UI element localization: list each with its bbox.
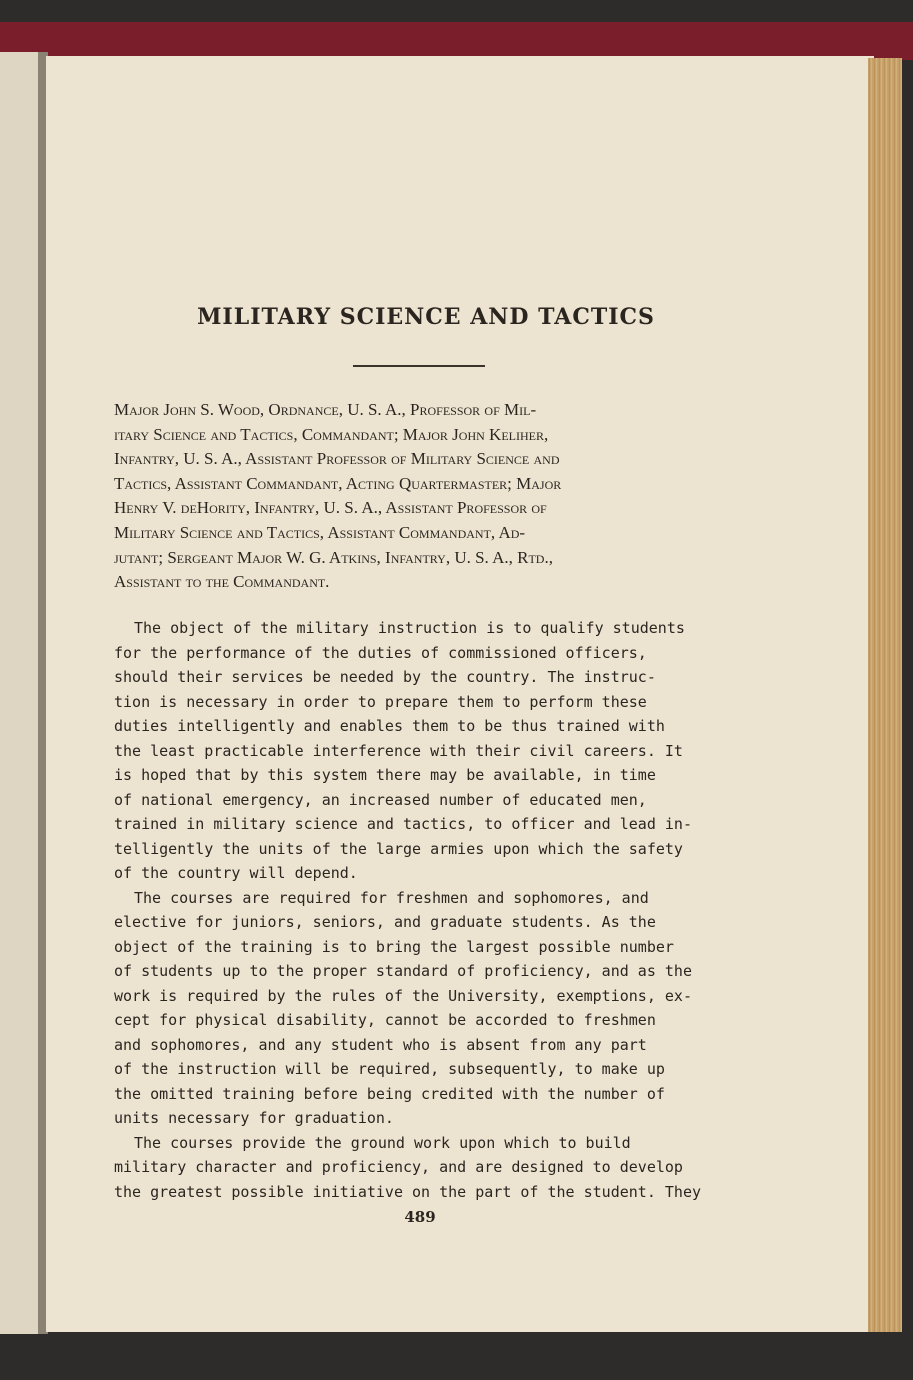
staff-line: itary Science and Tactics, Commandant; Major John Keliher, (114, 424, 549, 444)
body-line: The courses provide the ground work upon which to build (134, 1133, 631, 1152)
body-line: for the performance of the duties of commissioned officers, (114, 643, 647, 662)
body-line: the greatest possible initiative on the part of the student. They (114, 1182, 701, 1201)
title-rule (353, 365, 485, 367)
staff-listing (114, 398, 740, 595)
body-line: telligently the units of the large armies upon which the safety (114, 839, 683, 858)
staff-line: Henry V. deHority, Infantry, U. S. A., Assistant Professor of (114, 498, 547, 518)
staff-line: Major John S. Wood, Ordnance, U. S. A., Professor of Mil- (114, 400, 537, 419)
staff-line: Military Science and Tactics, Assistant Commandant, Ad- (114, 522, 526, 542)
page-number: 489 (404, 1208, 436, 1226)
body-line: military character and proficiency, and are designed to develop (114, 1158, 683, 1176)
body-line: The courses are required for freshmen and sophomores, and (134, 888, 649, 907)
body-line: trained in military science and tactics, to officer and lead in- (114, 815, 692, 833)
body-line: units necessary for graduation. (114, 1109, 394, 1127)
staff-line: Infantry, U. S. A., Assistant Professor of Military Science and (114, 449, 560, 469)
body-line: the least practicable interference with their civil careers. It (114, 741, 683, 760)
body-line: should their services be needed by the country. The instruc- (114, 668, 656, 686)
body-line: of the instruction will be required, subsequently, to make up (114, 1060, 665, 1078)
body-line: of the country will depend. (114, 864, 358, 882)
body-line: work is required by the rules of the University, exemptions, ex- (114, 986, 692, 1005)
staff-line: Assistant to the Commandant. (114, 572, 330, 592)
body-line: of national emergency, an increased number of educated men, (114, 790, 647, 809)
page-edges (868, 58, 902, 1332)
body-text (114, 616, 740, 1204)
body-line: is hoped that by this system there may be available, in time (114, 766, 656, 784)
body-line: duties intelligently and enables them to be thus trained with (114, 717, 665, 735)
body-line: tion is necessary in order to prepare them to perform these (114, 692, 647, 711)
staff-line: jutant; Sergeant Major W. G. Atkins, Infantry, U. S. A., Rtd., (114, 547, 553, 567)
body-line: The object of the military instruction is to qualify students (134, 619, 685, 637)
staff-line: Tactics, Assistant Commandant, Acting Quartermaster; Major (114, 473, 562, 493)
section-title: MILITARY SCIENCE AND TACTICS (197, 304, 655, 330)
body-line: cept for physical disability, cannot be accorded to freshmen (114, 1011, 656, 1029)
body-line: of students up to the proper standard of proficiency, and as the (114, 962, 692, 980)
body-line: and sophomores, and any student who is absent from any part (114, 1035, 647, 1054)
book-cover-edge (0, 22, 913, 60)
body-line: object of the training is to bring the largest possible number (114, 937, 674, 956)
body-line: elective for juniors, seniors, and graduate students. As the (114, 913, 656, 931)
body-line: the omitted training before being credited with the number of (114, 1084, 665, 1103)
